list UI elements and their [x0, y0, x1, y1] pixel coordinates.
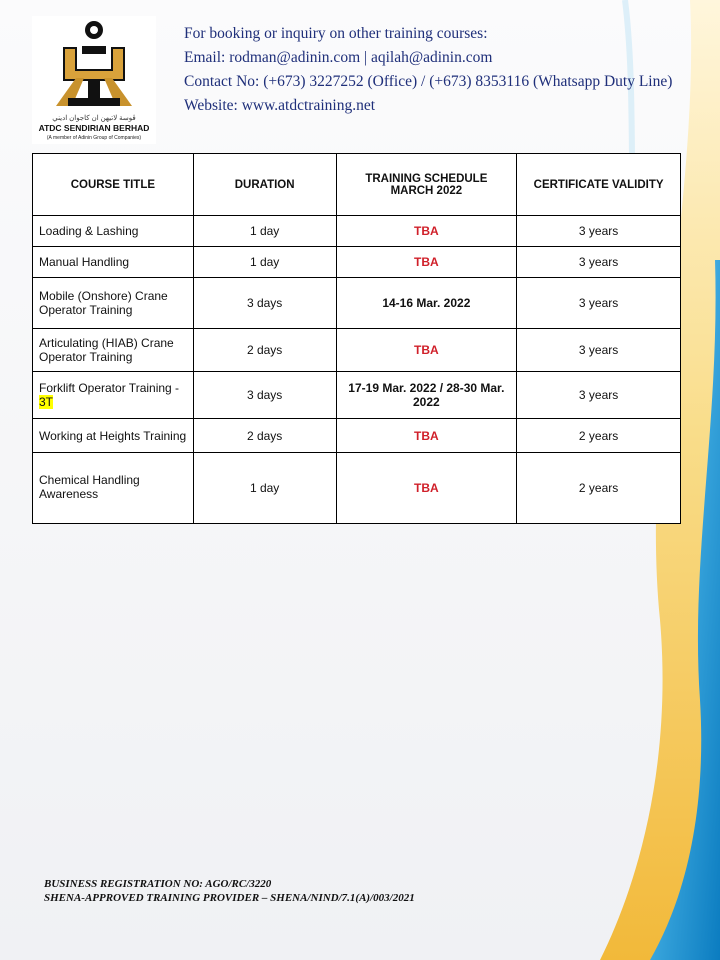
header-schedule-line2: MARCH 2022: [390, 184, 463, 197]
cell-duration: 2 days: [193, 329, 336, 372]
footer-registration: [44, 877, 415, 905]
contact-intro: For booking or inquiry on other training courses:: [184, 25, 488, 42]
cell-course: Manual Handling: [33, 247, 194, 278]
table-row: [33, 372, 681, 419]
cell-validity: 2 years: [517, 419, 681, 453]
cell-schedule: 17-19 Mar. 2022 / 28-30 Mar. 2022: [336, 372, 517, 419]
shena-provider-text: SHENA-APPROVED TRAINING PROVIDER – SHENA/NIND/7.1(A)/003/2021: [44, 892, 415, 904]
header-training-schedule: [336, 154, 517, 216]
highlighted-text: 3T: [39, 395, 54, 409]
header-course-title: COURSE TITLE: [33, 154, 194, 216]
header-certificate-validity: CERTIFICATE VALIDITY: [517, 154, 681, 216]
cell-course: Chemical Handling Awareness: [33, 453, 194, 524]
cell-course-text: Forklift Operator Training -: [39, 381, 180, 395]
cell-course: Working at Heights Training: [33, 419, 194, 453]
cell-schedule: 14-16 Mar. 2022: [336, 278, 517, 329]
cell-course: [33, 372, 194, 419]
table-row: [33, 329, 681, 372]
table-row: [33, 419, 681, 453]
contact-block: [184, 22, 672, 118]
cell-validity: 3 years: [517, 216, 681, 247]
contact-website[interactable]: Website: www.atdctraining.net: [184, 97, 376, 114]
table-row: [33, 216, 681, 247]
cell-duration: 1 day: [193, 453, 336, 524]
cell-duration: 1 day: [193, 247, 336, 278]
company-logo: [32, 16, 156, 144]
cell-schedule: TBA: [336, 329, 517, 372]
cell-duration: 2 days: [193, 419, 336, 453]
cell-course: Mobile (Onshore) Crane Operator Training: [33, 278, 194, 329]
logo-company-name: ATDC SENDIRIAN BERHAD: [38, 123, 150, 133]
cell-validity: 3 years: [517, 247, 681, 278]
cell-validity: 3 years: [517, 278, 681, 329]
table-row: [33, 278, 681, 329]
cell-schedule: TBA: [336, 247, 517, 278]
cell-validity: 2 years: [517, 453, 681, 524]
cell-schedule: TBA: [336, 419, 517, 453]
cell-duration: 3 days: [193, 372, 336, 419]
header-schedule-line1: TRAINING SCHEDULE: [365, 172, 488, 185]
training-schedule-table: [32, 153, 681, 524]
table-header-row: [33, 154, 681, 216]
business-registration-text: BUSINESS REGISTRATION NO: AGO/RC/3220: [44, 878, 272, 890]
logo-company-subtitle: (A member of Adinin Group of Companies): [46, 135, 142, 141]
cell-schedule: TBA: [336, 453, 517, 524]
header-duration: DURATION: [193, 154, 336, 216]
cell-course: Articulating (HIAB) Crane Operator Training: [33, 329, 194, 372]
contact-email[interactable]: Email: rodman@adinin.com | aqilah@adinin.com: [184, 49, 493, 66]
logo-jawi-text: ڤوسة لاتيهن ان كاجوان اديني: [52, 115, 136, 122]
contact-phone[interactable]: Contact No: (+673) 3227252 (Office) / (+673) 8353116 (Whatsapp Duty Line): [184, 73, 673, 90]
table-row: [33, 453, 681, 524]
cell-validity: 3 years: [517, 329, 681, 372]
atdc-logo-icon: [46, 18, 142, 114]
cell-validity: 3 years: [517, 372, 681, 419]
cell-course: Loading & Lashing: [33, 216, 194, 247]
cell-schedule: TBA: [336, 216, 517, 247]
table-row: [33, 247, 681, 278]
cell-duration: 3 days: [193, 278, 336, 329]
cell-duration: 1 day: [193, 216, 336, 247]
